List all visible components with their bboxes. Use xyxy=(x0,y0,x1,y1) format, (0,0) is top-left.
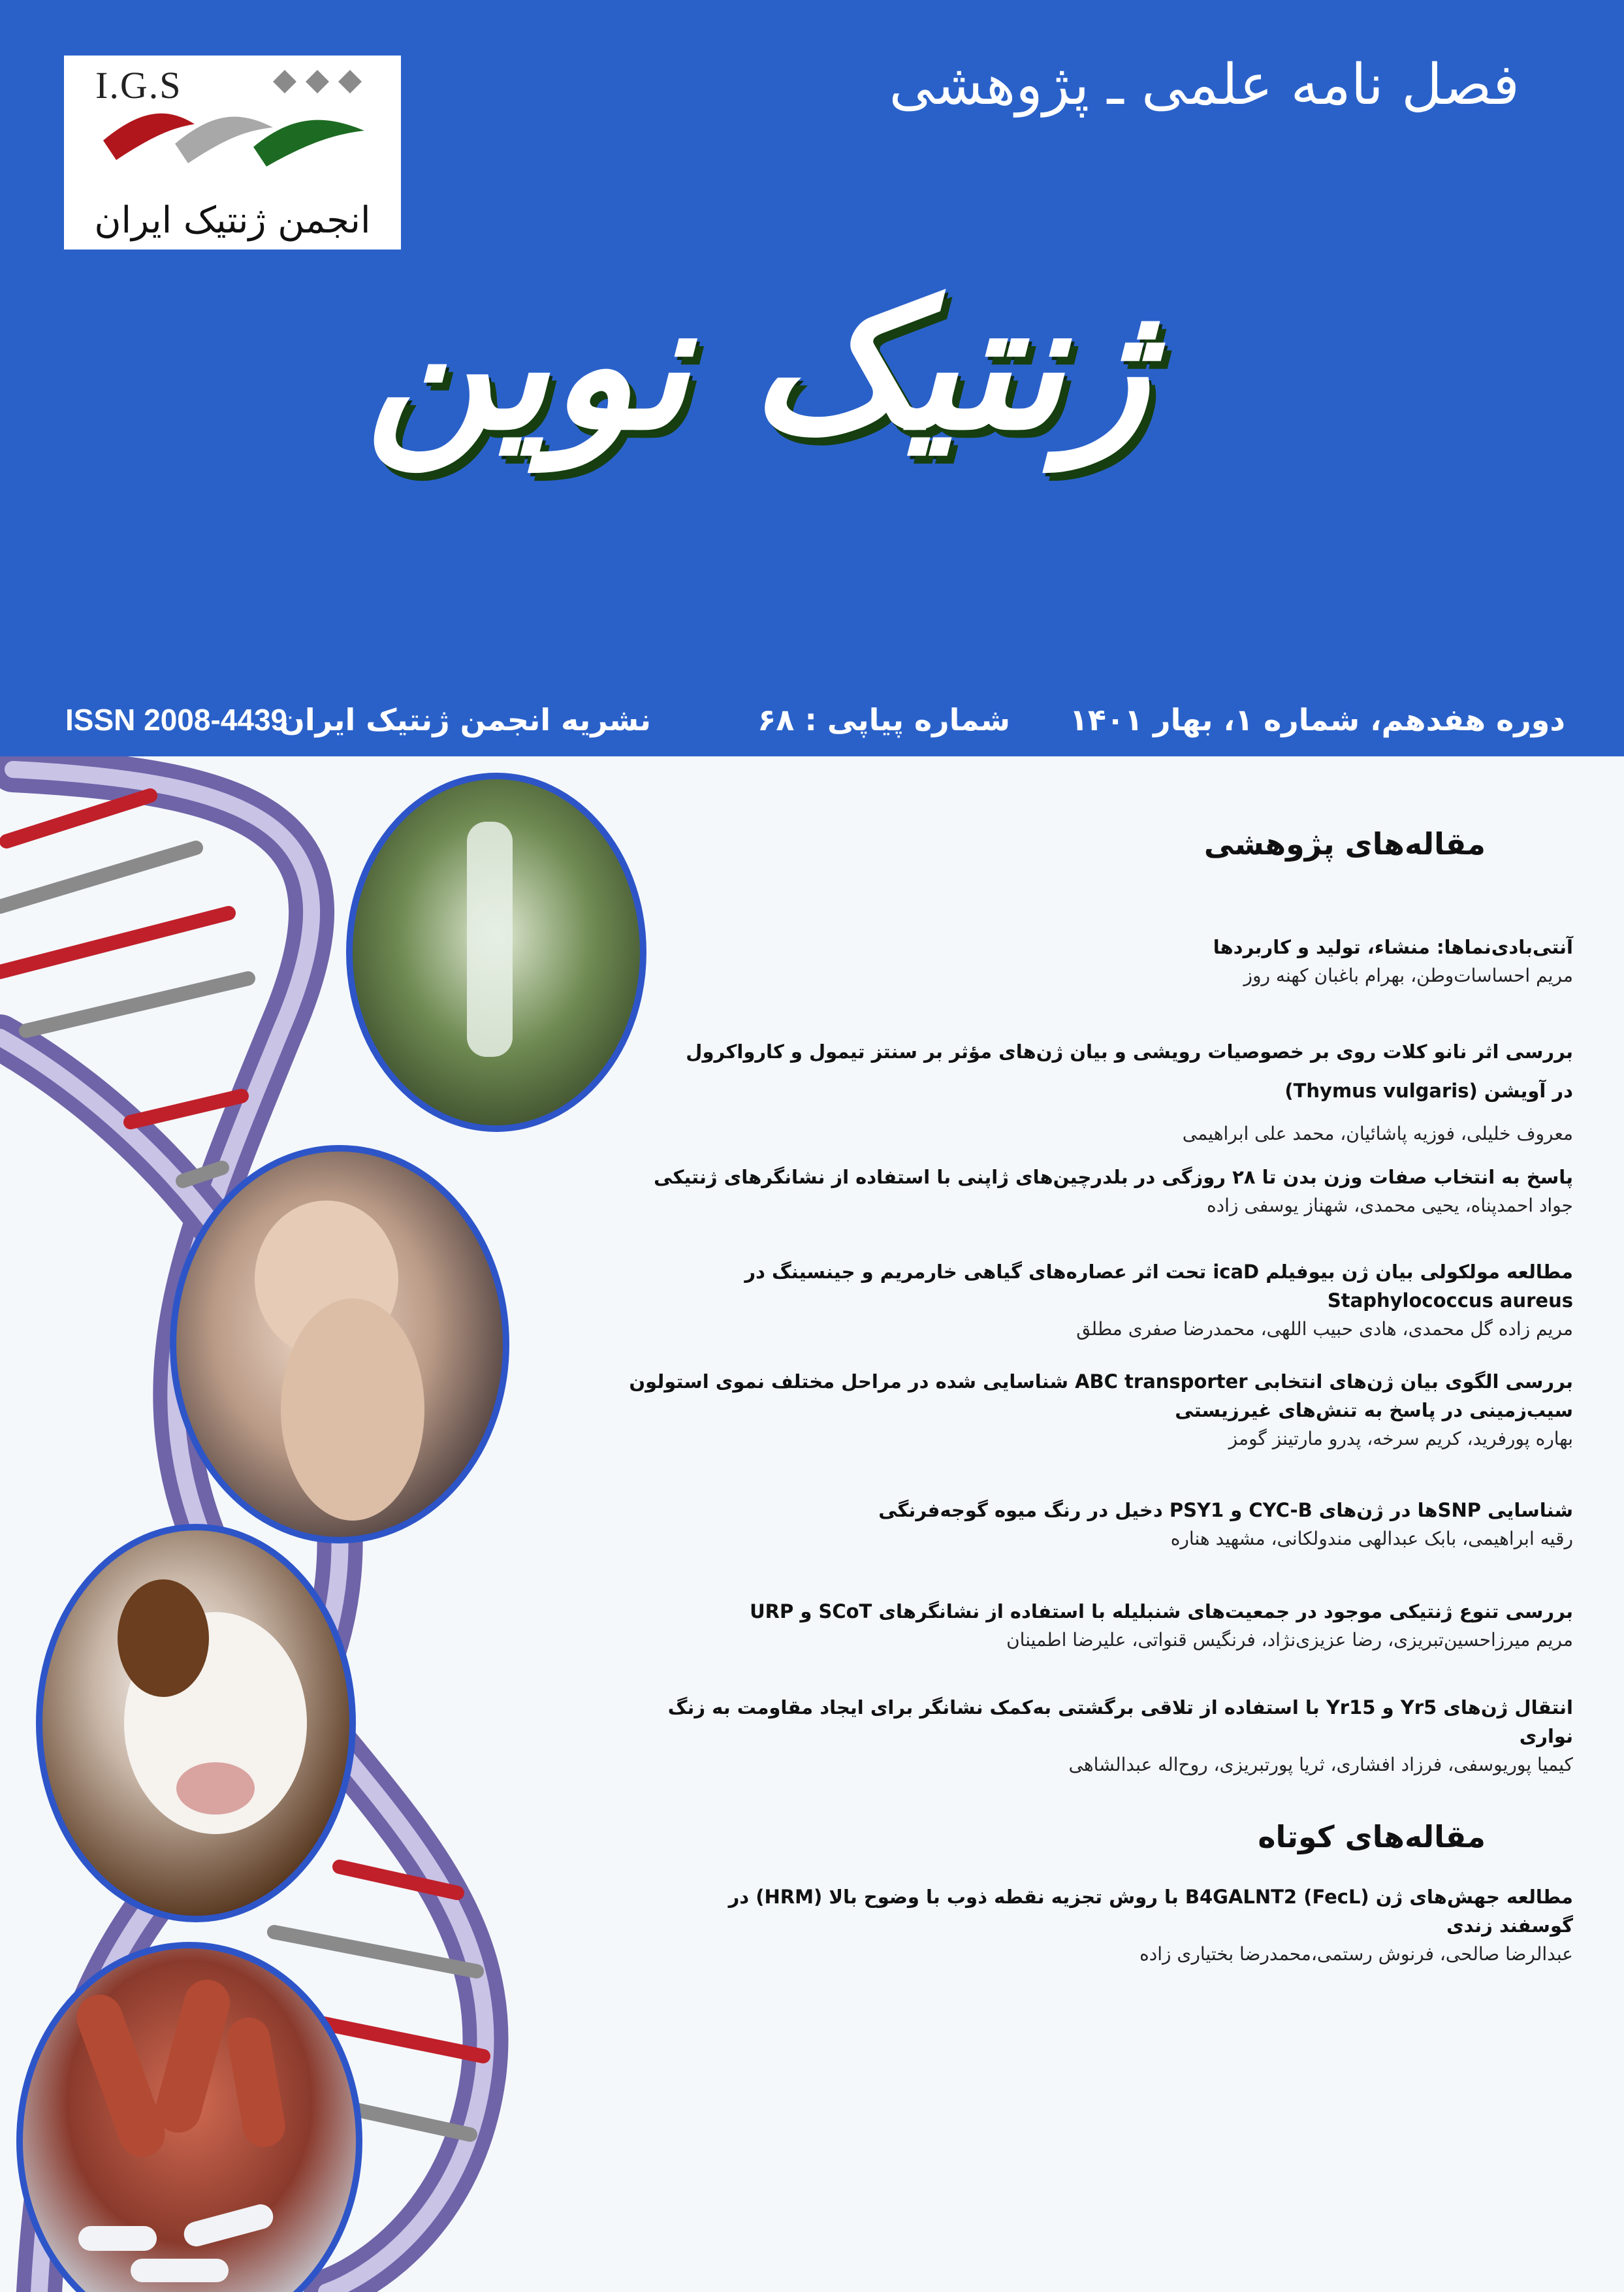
article-title: بررسی اثر نانو کلات روی بر خصوصیات رویشی و بیان ژن‌های مؤثر بر سنتز تیمول و کارواکرول در آویشن (Thymus vulgaris) xyxy=(686,1041,1573,1102)
article-authors: جواد احمدپناه، یحیی محمدی، شهناز یوسفی زاده xyxy=(1207,1195,1573,1216)
short-articles-heading: مقاله‌های کوتاه xyxy=(1258,1819,1486,1854)
article-authors: مریم میرزاحسین‌تبریزی، رضا عزیزی‌نژاد، فرنگیس قنواتی، علیرضا اطمینان xyxy=(1006,1629,1573,1651)
serial-number: شماره پیاپی : ۶۸ xyxy=(757,702,1010,737)
cover-header xyxy=(0,0,1624,756)
article-entry-8[interactable] xyxy=(659,1693,1573,1779)
article-entry-7[interactable] xyxy=(659,1597,1573,1654)
short-article-entry-1[interactable] xyxy=(659,1882,1573,1969)
logo-emblem-icon xyxy=(77,62,390,193)
article-title: مطالعه جهش‌های ژن B4GALNT2 (FecL) با روش تجزیه نقطه ذوب با وضوح بالا (HRM) در گوسفند زندی xyxy=(728,1886,1573,1937)
article-title: آنتی‌بادی‌نماها: منشاء، تولید و کاربردها xyxy=(1213,936,1573,958)
article-authors: مریم احساسات‌وطن، بهرام باغبان کهنه روز xyxy=(1243,965,1573,986)
article-title: بررسی تنوع ژنتیکی موجود در جمعیت‌های شنبلیله با استفاده از نشانگرهای SCoT و URP xyxy=(750,1600,1573,1622)
logo-abbreviation: I.G.S xyxy=(95,64,182,106)
article-entry-4[interactable] xyxy=(646,1257,1573,1344)
research-articles-heading: مقاله‌های پژوهشی xyxy=(1203,826,1486,862)
article-entry-2[interactable] xyxy=(685,1032,1573,1148)
logo-society-name: انجمن ژنتیک ایران xyxy=(94,199,371,242)
article-title: انتقال ژن‌های Yr5 و Yr15 با استفاده از تلاقی برگشتی به‌کمک نشانگر برای ایجاد مقاومت به زنگ نواری xyxy=(667,1696,1573,1747)
article-authors: رقیه ابراهیمی، بابک عبدالهی مندولکانی، مشهید هناره xyxy=(1170,1528,1573,1549)
article-title: مطالعه مولکولی بیان ژن بیوفیلم icaD تحت اثر عصاره‌های گیاهی خارمریم و جینسینگ در Staphylococcus aureus xyxy=(744,1261,1573,1312)
article-entry-6[interactable] xyxy=(659,1496,1573,1553)
publisher-name: نشریه انجمن ژنتیک ایران xyxy=(279,702,651,737)
article-entry-3[interactable] xyxy=(646,1163,1573,1220)
igs-logo xyxy=(64,56,401,250)
issn: ISSN 2008-4439 xyxy=(65,703,288,737)
volume-issue: دوره هفدهم، شماره ۱، بهار ۱۴۰۱ xyxy=(1069,702,1565,737)
article-authors: عبدالرضا صالحی، فرنوش رستمی،محمدرضا بختیاری زاده xyxy=(1139,1943,1573,1965)
dna-illustration xyxy=(0,756,653,2292)
article-authors: مریم زاده گل محمدی، هادی حبیب اللهی، محمدرضا صفری مطلق xyxy=(1076,1318,1573,1340)
journal-type-title: فصل نامه علمی ـ پژوهشی xyxy=(889,52,1520,118)
article-authors: کیمیا پوریوسفی، فرزاد افشاری، ثریا پورتبریزی، روح‌اله عبدالشاهی xyxy=(1068,1754,1573,1775)
journal-main-title: ژنتیک نوین xyxy=(366,261,1149,469)
article-title: پاسخ به انتخاب صفات وزن بدن تا ۲۸ روزگی در بلدرچین‌های ژاپنی با استفاده از نشانگرهای ژنتیکی xyxy=(654,1166,1573,1188)
article-authors: معروف خلیلی، فوزیه پاشائیان، محمد علی ابراهیمی xyxy=(1182,1123,1573,1144)
article-authors: بهاره پورفرید، کریم سرخه، پدرو مارتینز گومز xyxy=(1228,1428,1573,1449)
article-entry-1[interactable] xyxy=(646,933,1573,990)
article-title: بررسی الگوی بیان ژن‌های انتخابی ABC transporter شناسایی شده در مراحل مختلف نموی استولون سیب‌زمینی در پاسخ به تنش‌های غیرزیستی xyxy=(629,1370,1573,1421)
article-title: شناسایی SNPها در ژن‌های CYC-B و PSY1 دخیل در رنگ میوه گوجه‌فرنگی xyxy=(878,1499,1573,1521)
article-entry-5[interactable] xyxy=(581,1367,1573,1453)
